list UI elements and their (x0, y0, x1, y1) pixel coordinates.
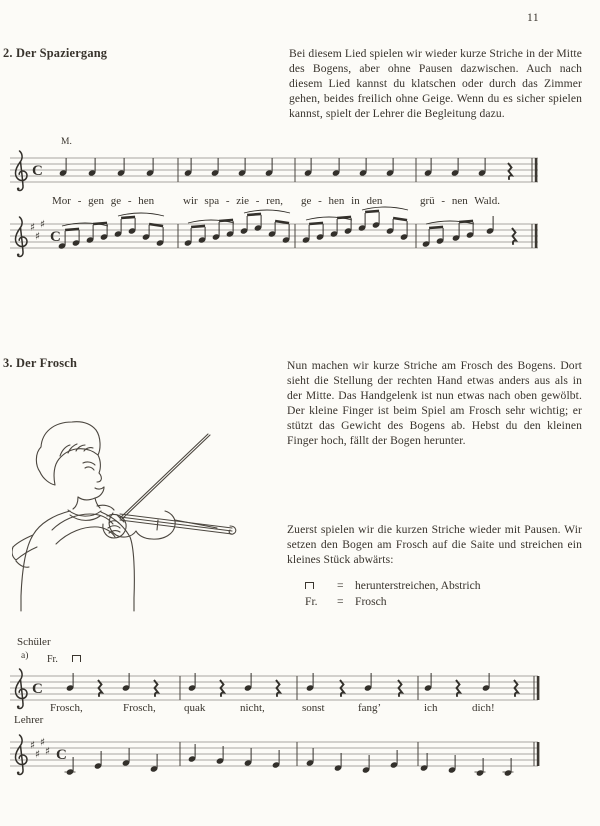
frosch-abbr: Fr. (305, 595, 318, 608)
final-thick-barline (537, 676, 540, 700)
sharp-sign: ♯ (30, 739, 36, 752)
final-thick-barline (535, 224, 538, 248)
downbow-icon (305, 578, 337, 594)
lyric-frosch-3: quak (184, 702, 206, 714)
section-2-heading: 2. Der Spaziergang (3, 46, 108, 60)
sharp-sign: ♯ (40, 736, 46, 749)
legend-equals-2: = (337, 595, 344, 608)
clef-dot (17, 188, 20, 191)
legend-row-frosch (305, 594, 575, 610)
beam (429, 227, 443, 228)
lyric-frosch-4: nicht, (240, 702, 265, 714)
slur (244, 210, 290, 213)
clef-dot (17, 706, 20, 709)
variant-label: a) (21, 651, 29, 661)
lyric-frosch-7: ich (424, 702, 438, 714)
treble-clef-icon (16, 217, 28, 257)
lyric-frosch-2: Frosch, (123, 702, 156, 714)
quarter-rest (508, 163, 512, 180)
legend-row-downbow (305, 578, 575, 594)
lyric-frosch-1: Frosch, (50, 702, 83, 714)
section-3-paragraph-1: Nun machen wir kurze Striche am Frosch des Bogens. Dort sieht die Stellung der rechten Hand etwas anders aus als in der Mitte. Das Handgelenk ist nun etwas nach oben gewölbt. Der kleine Finger ist beim Spiel am Frosch sehr wichtig; er stützt das Gewicht des Bogens ab. Hebst du den kleinen Finger hoch, fällt der Bogen herunter. (287, 359, 582, 447)
lyric-frosch-6: fang’ (358, 702, 382, 714)
downbow-meaning: herunterstreichen, Abstrich (355, 579, 481, 592)
final-thick-barline (537, 742, 540, 766)
lyric-measure-1: Mor - gen ge - hen (52, 195, 155, 207)
time-signature: C (32, 680, 43, 697)
section-3-heading: 3. Der Frosch (3, 356, 78, 370)
beam (309, 223, 323, 224)
clef-dot (17, 254, 20, 257)
boy-bow-arm (52, 514, 126, 544)
section-3-paragraph-2: Zuerst spielen wir die kurzen Striche wieder mit Pausen. Wir setzen den Bogen am Frosch auf die Saite und streichen ein kleines Stück abwärts: (287, 523, 582, 566)
legend-equals: = (337, 579, 344, 592)
beam (275, 221, 289, 223)
time-signature: C (56, 746, 67, 763)
treble-clef-icon (16, 669, 28, 709)
frosch-meaning: Frosch (355, 595, 387, 608)
beam (65, 229, 79, 230)
slur (362, 207, 408, 210)
beam (365, 211, 379, 212)
bowing-legend (305, 578, 575, 610)
part-label-lehrer: Lehrer (14, 714, 44, 726)
lyric-measure-4: grü - nen Wald. (420, 195, 500, 207)
final-thick-barline (535, 158, 538, 182)
clef-dot (17, 772, 20, 775)
boy-hair (36, 422, 100, 485)
violin-boy-illustration (12, 420, 262, 615)
beam (121, 217, 135, 218)
sharp-sign: ♯ (40, 218, 46, 231)
time-signature: C (32, 162, 43, 179)
boy-face (78, 455, 104, 500)
beam (247, 214, 261, 215)
bow (117, 434, 210, 522)
lyric-measure-2: wir spa - zie - ren, (183, 195, 284, 207)
lyric-frosch-5: sonst (302, 702, 325, 714)
sharp-sign: ♯ (35, 748, 41, 761)
treble-clef-icon (16, 735, 28, 775)
beam (191, 226, 205, 227)
part-label-schueler: Schüler (17, 636, 51, 648)
section-2-paragraph: Bei diesem Lied spielen wir wieder kurze Striche in der Mitte des Bogens, aber ohne Pausen dazwischen. Auch nach diesem Lied kannst du klatschen oder durch das Zimmer gehen, beides freilich ohne Geige. Wenn du es sicher spielen kannst, spielt der Lehrer die Begleitung dazu. (289, 47, 582, 120)
lyric-frosch-8: dich! (472, 702, 495, 714)
treble-clef-icon (16, 151, 28, 191)
lyric-measure-3: ge - hen in den (301, 195, 383, 207)
music-system-frosch (0, 660, 600, 786)
frog-mark: Fr. (47, 654, 58, 665)
time-signature: C (50, 228, 61, 245)
page-number: 11 (527, 12, 540, 24)
sharp-sign: ♯ (30, 221, 36, 234)
beam (393, 218, 407, 220)
sharp-sign: ♯ (35, 230, 41, 243)
tempo-mark: M. (61, 137, 72, 147)
slur (118, 213, 164, 216)
sharp-sign: ♯ (45, 745, 51, 758)
